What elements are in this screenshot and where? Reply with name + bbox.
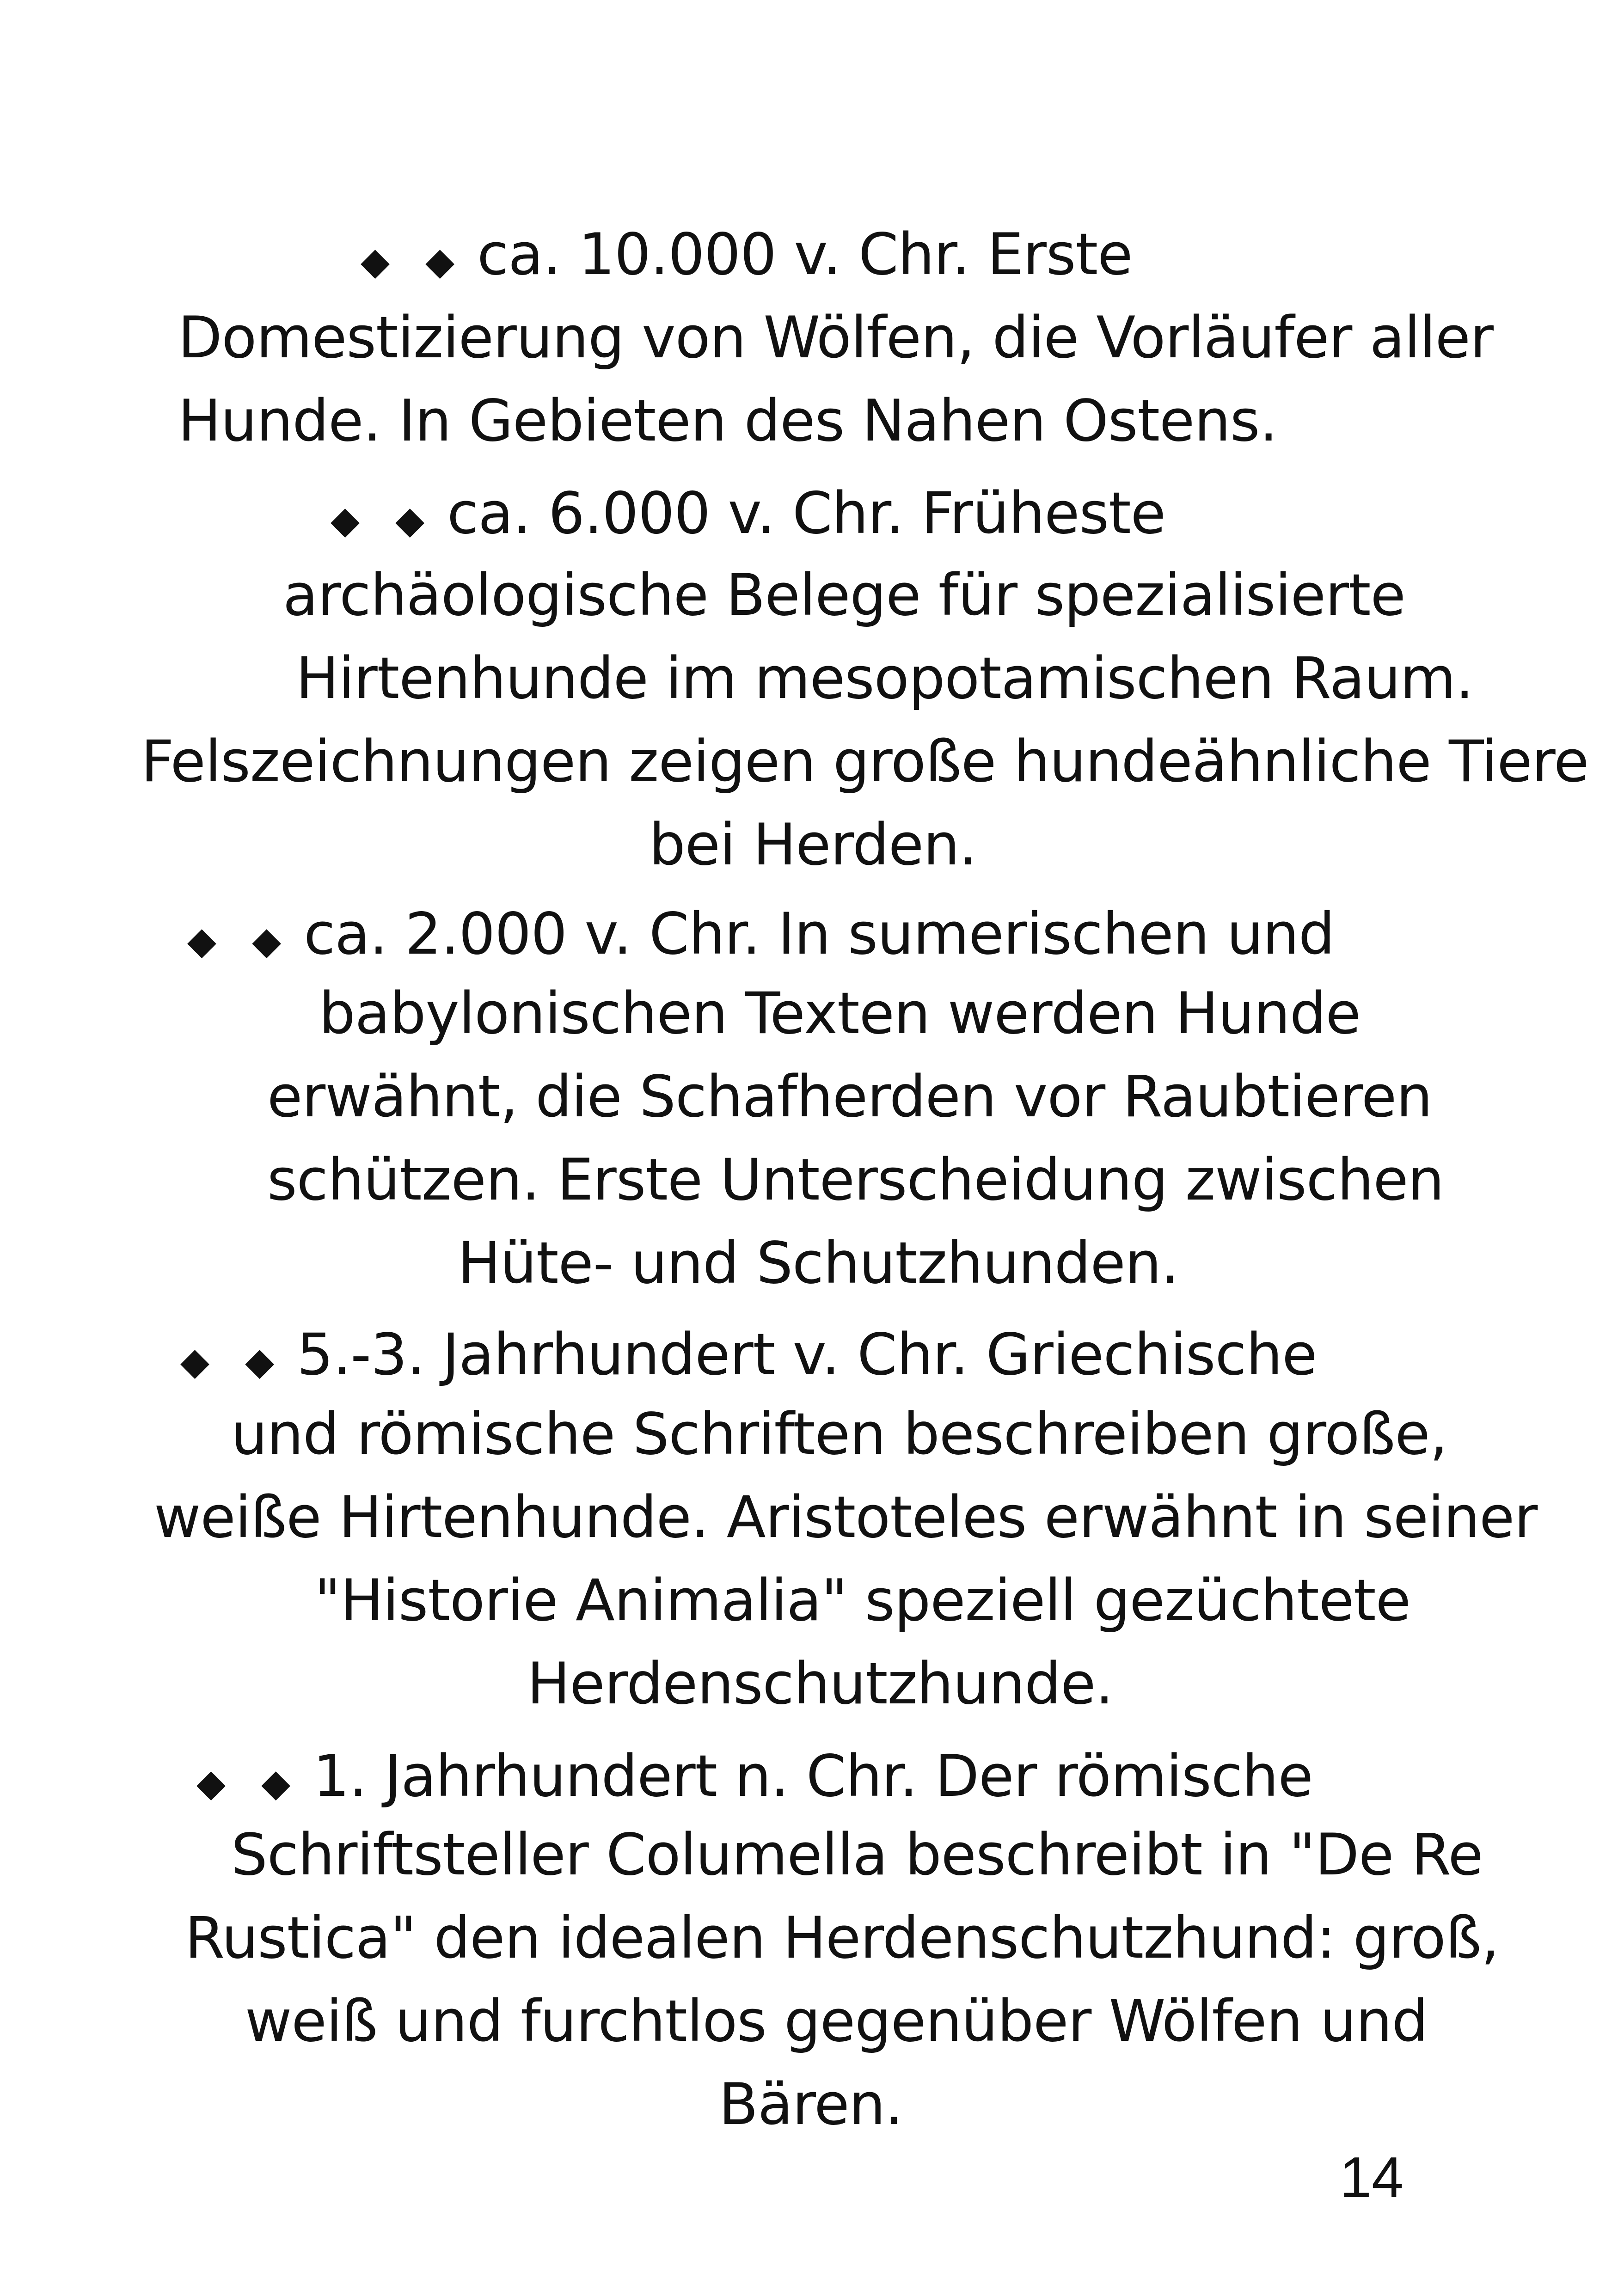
entry-3-line-4: Hüte- und Schutzhunden.	[458, 1230, 1179, 1297]
entry-5-heading	[196, 1742, 1313, 1818]
diamond-bullet-icon: ◆	[331, 498, 360, 542]
diamond-bullet-icon: ◆	[180, 1340, 209, 1384]
entry-5-heading-text: 1. Jahrhundert n. Chr. Der römische	[313, 1743, 1313, 1810]
entry-4-heading-text: 5.-3. Jahrhundert v. Chr. Griechische	[297, 1322, 1317, 1388]
entry-5-line-1: Schriftsteller Columella beschreibt in "De Re	[231, 1822, 1483, 1888]
diamond-bullet-icon: ◆	[261, 1761, 290, 1805]
entry-2-heading-text: ca. 6.000 v. Chr. Früheste	[447, 480, 1165, 547]
entry-5-line-2: Rustica" den idealen Herdenschutzhund: groß,	[185, 1905, 1499, 1971]
entry-3-heading	[187, 900, 1335, 976]
entry-1-heading-text: ca. 10.000 v. Chr. Erste	[477, 221, 1133, 288]
diamond-bullet-icon: ◆	[245, 1340, 274, 1384]
entry-2-line-2: Hirtenhunde im mesopotamischen Raum.	[296, 645, 1473, 712]
entry-2-heading	[331, 479, 1165, 555]
entry-4-line-2: weiße Hirtenhunde. Aristoteles erwähnt in seiner	[154, 1484, 1538, 1551]
entry-2-line-1: archäologische Belege für spezialisierte	[283, 562, 1405, 629]
entry-4-line-3: "Historie Animalia" speziell gezüchtete	[314, 1567, 1410, 1634]
entry-1-heading	[361, 220, 1132, 296]
diamond-bullet-icon: ◆	[395, 498, 424, 542]
entry-3-line-3: schützen. Erste Unterscheidung zwischen	[267, 1147, 1444, 1213]
entry-5-line-4: Bären.	[719, 2071, 903, 2138]
entry-4-line-4: Herdenschutzhunde.	[527, 1651, 1113, 1717]
diamond-bullet-icon: ◆	[252, 919, 281, 963]
diamond-bullet-icon: ◆	[187, 919, 216, 963]
entry-4-heading	[180, 1320, 1317, 1396]
page-number: 14	[1340, 2146, 1403, 2210]
entry-3-heading-text: ca. 2.000 v. Chr. In sumerischen und	[304, 901, 1335, 967]
entry-3-line-1: babylonischen Texten werden Hunde	[319, 980, 1361, 1047]
diamond-bullet-icon: ◆	[425, 239, 454, 283]
entry-1-line-2: Hunde. In Gebieten des Nahen Ostens.	[178, 388, 1277, 454]
diamond-bullet-icon: ◆	[361, 239, 390, 283]
diamond-bullet-icon: ◆	[196, 1761, 226, 1805]
entry-2-line-4: bei Herden.	[649, 812, 977, 878]
entry-5-line-3: weiß und furchtlos gegenüber Wölfen und	[245, 1988, 1428, 2055]
entry-2-line-3: Felszeichnungen zeigen große hundeähnliche Tiere	[141, 729, 1589, 795]
entry-4-line-1: und römische Schriften beschreiben große,	[231, 1401, 1448, 1468]
entry-3-line-2: erwähnt, die Schafherden vor Raubtieren	[267, 1064, 1432, 1130]
entry-1-line-1: Domestizierung von Wölfen, die Vorläufer aller	[178, 305, 1493, 371]
